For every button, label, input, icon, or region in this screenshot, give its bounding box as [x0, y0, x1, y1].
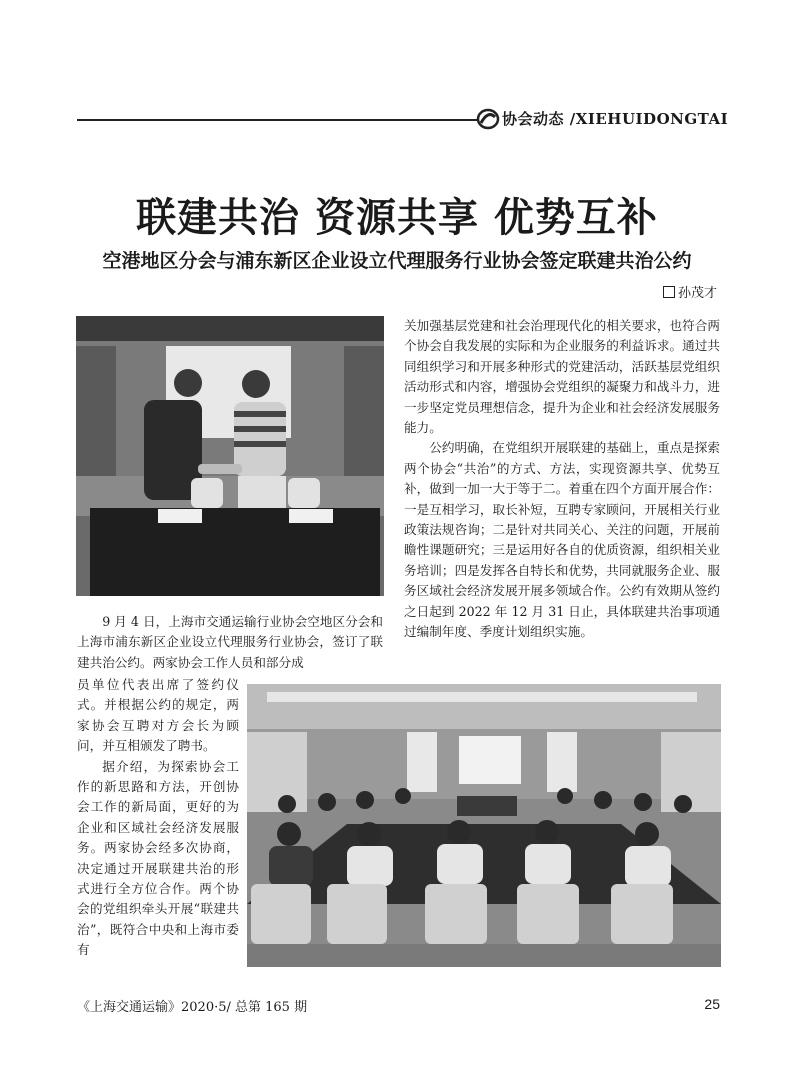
- author-byline: [663, 282, 717, 301]
- page-number: 25: [704, 996, 720, 1012]
- paragraph: 9 月 4 日，上海市交通运输行业协会空地区分会和上海市浦东新区企业设立代理服务行业协会，签订了联建共治公约。两家协会工作人员和部分成: [77, 614, 383, 670]
- article-subtitle: 空港地区分会与浦东新区企业设立代理服务行业协会签定联建共治公约: [102, 250, 692, 272]
- article-title: 联建共治 资源共享 优势互补: [136, 194, 658, 241]
- author-marker-icon: [663, 286, 675, 298]
- section-label: 协会动态 /XIEHUIDONGTAI: [502, 110, 729, 128]
- paragraph: 公约明确，在党组织开展联建的基础上，重点是探索两个协会“共治”的方式、方法，实现资源共享、优势互补，做到一加一大于等于二。着重在四个方面开展合作：一是互相学习，取长补短，互聘专家顾问，开展相关行业政策法规咨询；二是针对共同关心、关注的问题，开展前瞻性课题研究；三是运用好各自的优质资源，组织相关业务培训；四是发挥各自特长和优势，共同就服务企业、服务区域社会经济发展开展多领域合作。公约有效期从签约之日起到 2022 年 12 月 31 日止，具体联建共治事项通过编制年度、季度计划组织实施。: [404, 440, 720, 640]
- left-column-text: [77, 612, 383, 673]
- meeting-photo: [247, 684, 721, 967]
- signing-photo: [76, 316, 384, 596]
- association-logo-icon: [476, 108, 500, 130]
- paragraph: 员单位代表出席了签约仪式。并根据公约的规定，两家协会互聘对方会长为顾问，并互相颁发了聘书。: [77, 677, 239, 754]
- journal-footer: 《上海交通运输》2020·5/ 总第 165 期: [77, 1000, 308, 1015]
- author-name: 孙茂才: [677, 286, 717, 301]
- right-column-text: [404, 316, 720, 643]
- header-rule: [77, 119, 477, 121]
- narrow-column-text: [77, 675, 239, 961]
- paragraph: 据介绍，为探索协会工作的新思路和方法，开创协会工作的新局面，更好的为企业和区域社会经济发展服务。两家协会经多次协商，决定通过开展联建共治的形式进行全方位合作。两个协会的党组织牵头开展“联建共治”，既符合中央和上海市委有: [77, 758, 239, 958]
- paragraph: 关加强基层党建和社会治理现代化的相关要求，也符合两个协会自我发展的实际和为企业服务的利益诉求。通过共同组织学习和开展多种形式的党建活动，活跃基层党组织活动形式和内容，增强协会党组织的凝聚力和战斗力，进一步坚定党员理想信念，提升为企业和社会经济发展服务能力。: [404, 318, 720, 436]
